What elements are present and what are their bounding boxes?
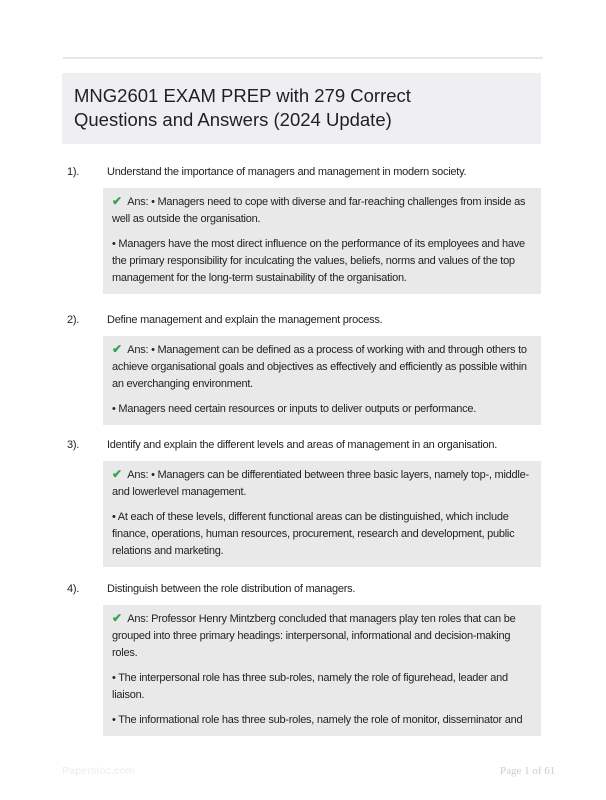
answer-box: [103, 188, 541, 294]
check-icon: ✔: [112, 342, 123, 356]
title-box: [62, 73, 541, 144]
answer-box: [103, 461, 541, 567]
answer-paragraph: • Managers need certain resources or inputs to deliver outputs or performance.: [112, 403, 477, 415]
top-divider: [63, 57, 543, 59]
check-icon: ✔: [112, 611, 123, 625]
question-item: [62, 164, 541, 294]
answer-paragraph: • At each of these levels, different functional areas can be distinguished, which include finance, operations, human resources, procurement, research and development, public relations and marketing.: [112, 511, 515, 557]
answer-paragraph: • The informational role has three sub-roles, namely the role of monitor, disseminator and: [112, 714, 523, 726]
answer-paragraph: • The interpersonal role has three sub-roles, namely the role of figurehead, leader and liaison.: [112, 672, 508, 701]
answer-paragraph: ✔ Ans: Professor Henry Mintzberg concluded that managers play ten roles that can be grouped into three primary headings: interpersonal, informational and decision-making roles.: [112, 611, 516, 659]
check-icon: ✔: [112, 194, 123, 208]
answer-paragraph: ✔ Ans: • Managers can be differentiated between three basic layers, namely top-, middle- and lowerlevel management.: [112, 467, 529, 498]
question-number: 2).: [67, 314, 80, 326]
question-row: [62, 581, 541, 598]
question-row: [62, 312, 541, 329]
question-row: [62, 164, 541, 181]
answer-box: [103, 336, 541, 425]
page-number-label: Page 1 of 61: [500, 765, 556, 777]
question-number: 4).: [67, 583, 80, 595]
question-row: [62, 437, 541, 454]
question-text: Distinguish between the role distribution of managers.: [107, 583, 356, 595]
question-number: 3).: [67, 439, 80, 451]
watermark-text: Paperstoc.com: [62, 765, 135, 777]
page-title-line-2: Questions and Answers (2024 Update): [74, 108, 392, 130]
question-text: Understand the importance of managers and management in modern society.: [107, 166, 467, 178]
answer-paragraph: ✔ Ans: • Managers need to cope with diverse and far-reaching challenges from inside as well as outside the organisation.: [112, 194, 526, 225]
page-title-line-1: MNG2601 EXAM PREP with 279 Correct: [74, 85, 411, 106]
answer-paragraph: ✔ Ans: • Management can be defined as a process of working with and through others to achieve organisational goals and objectives as effectively and efficiently as possible within an everchanging environment.: [112, 342, 527, 390]
answer-box: [103, 605, 541, 736]
question-item: [62, 581, 541, 736]
question-number: 1).: [67, 166, 80, 178]
question-text: Define management and explain the management process.: [107, 314, 383, 326]
question-item: [62, 437, 541, 567]
answer-paragraph: • Managers have the most direct influence on the performance of its employees and have the primary responsibility for inculcating the values, beliefs, norms and values of the top management for the long-term sustainability of the organisation.: [112, 238, 525, 284]
check-icon: ✔: [112, 467, 123, 481]
question-item: [62, 312, 541, 425]
question-text: Identify and explain the different levels and areas of management in an organisation.: [107, 439, 498, 451]
